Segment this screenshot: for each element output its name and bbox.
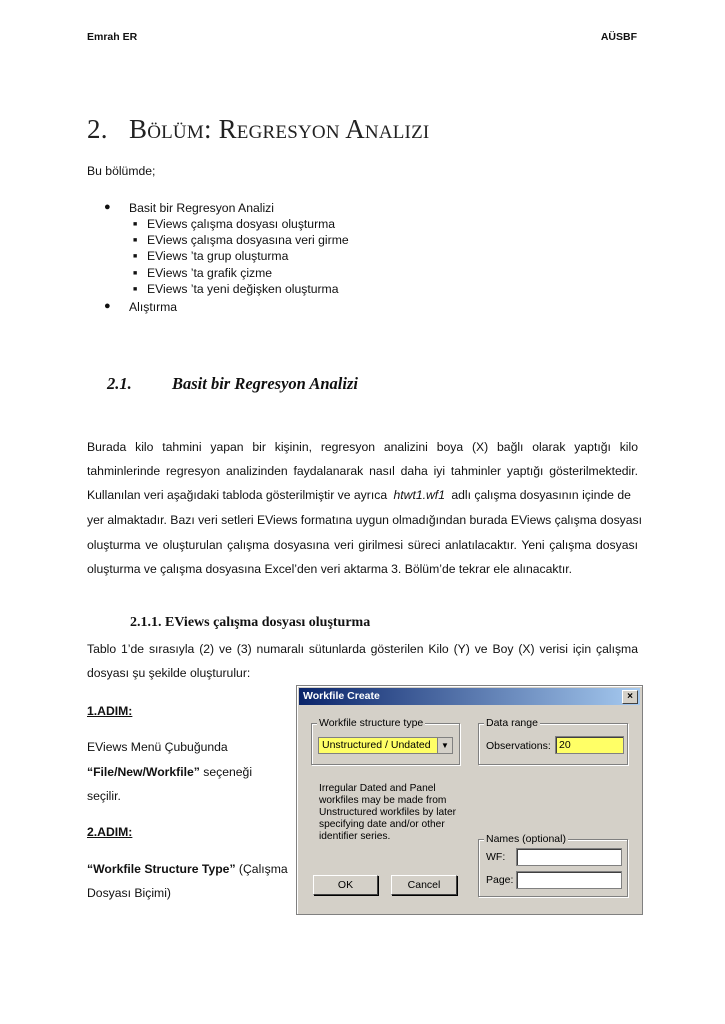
dialog-note: Irregular Dated and Panel workfiles may be made from Unstructured workfiles by later specifying date and/or other identifier series. bbox=[319, 783, 457, 842]
names-legend: Names (optional) bbox=[486, 833, 566, 845]
structure-type-select[interactable] bbox=[318, 737, 453, 754]
paragraph-line bbox=[87, 488, 638, 502]
dialog-titlebar bbox=[299, 688, 640, 705]
step2-heading: 2.ADIM: bbox=[87, 825, 133, 839]
paragraph-line: oluşturma ve çalışma dosyasına Excel’den veri aktarma 3. Bölüm’de tekrar ele alınacaktır. bbox=[87, 562, 573, 576]
step2-line bbox=[87, 862, 288, 876]
structure-type-value: Unstructured / Undated bbox=[322, 739, 431, 751]
filename-text: htwt1.wf1 bbox=[393, 488, 445, 502]
bullet-dot: ● bbox=[104, 201, 111, 213]
subsection-title: EViews çalışma dosyası oluşturma bbox=[165, 615, 371, 630]
subsection-heading bbox=[130, 615, 370, 631]
observations-input[interactable] bbox=[555, 736, 624, 754]
square-bullet: ■ bbox=[133, 286, 138, 293]
names-group bbox=[478, 833, 628, 897]
structure-type-legend: Workfile structure type bbox=[319, 717, 424, 729]
data-range-group bbox=[478, 717, 628, 765]
chevron-down-icon[interactable]: ▼ bbox=[437, 738, 452, 753]
cancel-button[interactable]: Cancel bbox=[391, 875, 457, 895]
dialog-title: Workfile Create bbox=[303, 690, 380, 702]
step1-line bbox=[87, 765, 252, 779]
data-range-legend: Data range bbox=[486, 717, 538, 729]
wf-label: WF: bbox=[486, 851, 506, 863]
square-bullet: ■ bbox=[133, 253, 138, 260]
step1-text: seçeneği bbox=[199, 765, 253, 779]
sub-bullet-item: EViews çalışma dosyasına veri girme bbox=[147, 233, 349, 247]
chapter-title-text: Bölüm: Regresyon Analizi bbox=[129, 114, 430, 144]
section-title: Basit bir Regresyon Analizi bbox=[172, 374, 358, 393]
page-label: Page: bbox=[486, 874, 514, 886]
header-author: Emrah ER bbox=[87, 31, 138, 43]
paragraph-line: dosyası şu şekilde oluşturulur: bbox=[87, 666, 251, 680]
bullet-dot: ● bbox=[104, 300, 111, 312]
paragraph-line: Burada kilo tahmini yapan bir kişinin, regresyon analizini boya (X) bağlı olarak yaptığı kilo bbox=[87, 440, 638, 454]
step1-line: EViews Menü Çubuğunda bbox=[87, 740, 228, 754]
menu-path: “File/New/Workfile” bbox=[87, 765, 200, 779]
observations-label: Observations: bbox=[486, 740, 551, 752]
sub-bullet-item: EViews ’ta grafik çizme bbox=[147, 266, 273, 280]
step2-text: (Çalışma bbox=[235, 862, 288, 876]
header-institution: AÜSBF bbox=[600, 31, 637, 43]
subsection-number: 2.1.1. bbox=[130, 615, 162, 630]
square-bullet: ■ bbox=[133, 221, 138, 228]
sub-bullet-item: EViews ’ta grup oluşturma bbox=[147, 249, 289, 263]
paragraph-line: Tablo 1’de sırasıyla (2) ve (3) numaralı sütunlarda gösterilen Kilo (Y) ve Boy (X) verisi için çalışma bbox=[87, 642, 638, 656]
paragraph-text: adlı çalışma dosyasının içinde de bbox=[451, 488, 631, 502]
page-name-input[interactable] bbox=[516, 871, 622, 889]
ok-button[interactable]: OK bbox=[313, 875, 378, 895]
sub-bullet-item: EViews ’ta yeni değişken oluşturma bbox=[147, 282, 339, 296]
section-number: 2.1. bbox=[107, 374, 132, 393]
observations-value: 20 bbox=[559, 739, 571, 751]
step1-heading: 1.ADIM: bbox=[87, 704, 133, 718]
square-bullet: ■ bbox=[133, 270, 138, 277]
bullet-item: Basit bir Regresyon Analizi bbox=[129, 201, 274, 215]
paragraph-line: oluşturma ve oluşturulan çalışma dosyasına veri girilmesi süreci anlatılacaktır. Yeni çalışma dosyası bbox=[87, 538, 638, 552]
chapter-number: 2. bbox=[87, 114, 108, 144]
square-bullet: ■ bbox=[133, 237, 138, 244]
step1-line: seçilir. bbox=[87, 789, 121, 803]
structure-type-group bbox=[311, 717, 460, 765]
wf-name-input[interactable] bbox=[516, 848, 622, 866]
structure-type-label: “Workfile Structure Type” bbox=[87, 862, 236, 876]
paragraph-line: yer almaktadır. Bazı veri setleri EViews formatına uygun olmadığından burada EViews çalışma dosyası bbox=[87, 513, 643, 527]
step2-line: Dosyası Biçimi) bbox=[87, 886, 171, 900]
intro-text: Bu bölümde; bbox=[87, 164, 156, 178]
paragraph-text: Kullanılan veri aşağıdaki tabloda gösterilmiştir ve ayrıca bbox=[87, 488, 388, 502]
bullet-item: Alıştırma bbox=[129, 300, 178, 314]
sub-bullet-item: EViews çalışma dosyası oluşturma bbox=[147, 217, 336, 231]
close-icon[interactable]: × bbox=[622, 690, 638, 704]
workfile-create-dialog bbox=[296, 685, 643, 915]
paragraph-line: tahminlerinde regresyon analizinden faydalanarak nasıl daha iyi tahminler yaptığı gösterilmektedir. bbox=[87, 464, 638, 478]
chapter-title bbox=[87, 114, 429, 145]
